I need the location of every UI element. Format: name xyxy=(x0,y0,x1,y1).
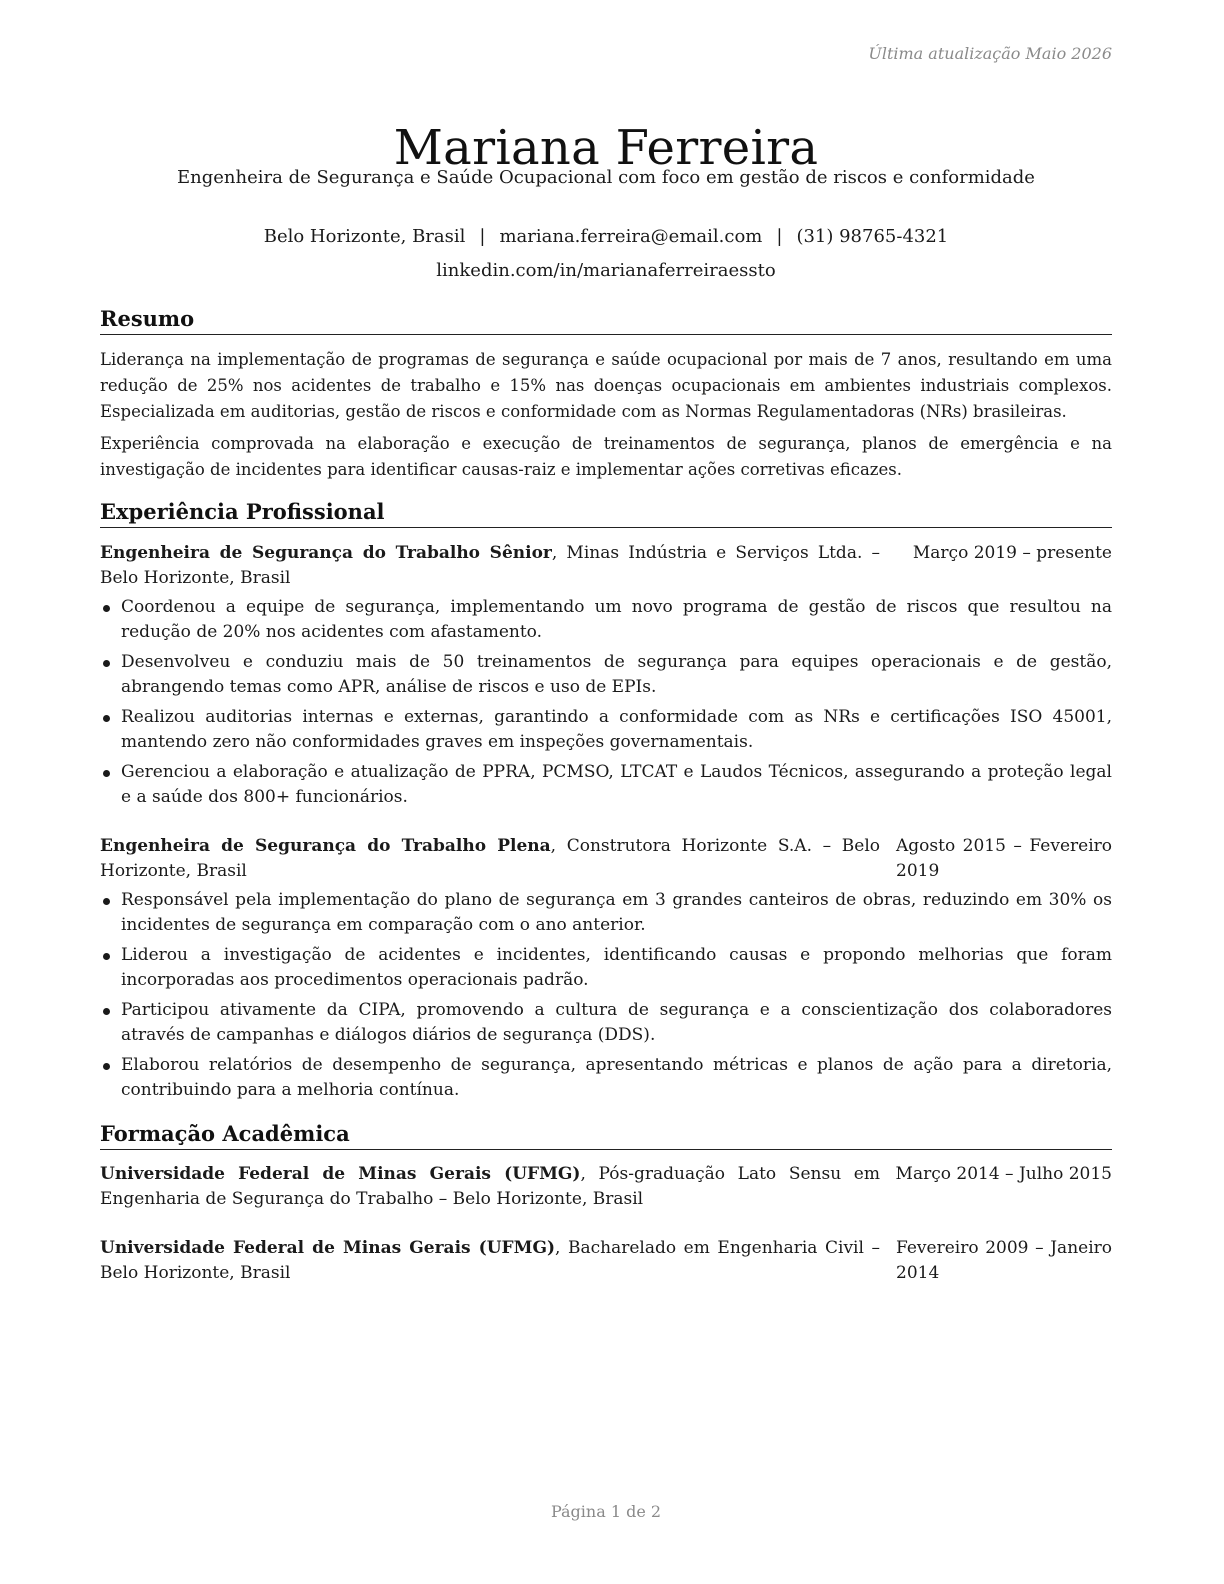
list-item xyxy=(100,1053,1112,1103)
list-item xyxy=(100,943,1112,993)
section-title-education: Formação Acadêmica xyxy=(100,1121,1112,1150)
section-title-experience: Experiência Profissional xyxy=(100,499,1112,528)
summary-paragraph: Experiência comprovada na elaboração e execução de treinamentos de segurança, planos de emergência e na investigação de incidentes para identificar causas-raiz e implementar ações corretivas eficazes. xyxy=(100,434,1112,479)
bullet-icon xyxy=(103,715,110,722)
list-item xyxy=(100,705,1112,755)
education-dates: Fevereiro 2009 – Janeiro 2014 xyxy=(896,1238,1112,1283)
bullet-text: Responsável pela implementação do plano de segurança em 3 grandes canteiros de obras, reduzindo em 30% os incidentes de segurança em comparação com o ano anterior. xyxy=(121,890,1112,935)
job-header xyxy=(100,541,1112,591)
separator: | xyxy=(776,226,783,247)
education-header xyxy=(100,1162,1112,1212)
candidate-name: Mariana Ferreira xyxy=(393,120,819,177)
bullet-text: Participou ativamente da CIPA, promovendo a cultura de segurança e a conscientização dos colaboradores através de campanhas e diálogos diários de segurança (DDS). xyxy=(121,1000,1112,1045)
job-entry xyxy=(100,541,1112,815)
last-updated: Última atualização Maio 2026 xyxy=(868,44,1112,63)
contact-line xyxy=(100,220,1112,254)
job-org: , Construtora Horizonte S.A. – Belo Horizonte, Brasil xyxy=(100,836,880,881)
job-entry xyxy=(100,834,1112,1108)
section-title-summary: Resumo xyxy=(100,306,1112,335)
education-title-line xyxy=(100,1236,880,1286)
job-title-line xyxy=(100,834,880,884)
list-item xyxy=(100,760,1112,810)
job-role: Engenheira de Segurança do Trabalho Sênior xyxy=(100,543,552,563)
list-item xyxy=(100,998,1112,1048)
bullet-icon xyxy=(103,898,110,905)
education-title-line xyxy=(100,1162,880,1212)
bullet-text: Liderou a investigação de acidentes e incidentes, identificando causas e propondo melhorias que foram incorporadas aos procedimentos operacionais padrão. xyxy=(121,945,1112,990)
bullet-text: Gerenciou a elaboração e atualização de PPRA, PCMSO, LTCAT e Laudos Técnicos, assegurando a proteção legal e a saúde dos 800+ funcionários. xyxy=(121,762,1112,807)
job-header xyxy=(100,834,1112,884)
school-name: Universidade Federal de Minas Gerais (UFMG) xyxy=(100,1238,556,1258)
education-dates: Março 2014 – Julho 2015 xyxy=(895,1164,1112,1184)
bullet-icon xyxy=(103,770,110,777)
location: Belo Horizonte, Brasil xyxy=(263,226,466,247)
bullet-icon xyxy=(103,1008,110,1015)
list-item xyxy=(100,888,1112,938)
education-header xyxy=(100,1236,1112,1286)
phone: (31) 98765-4321 xyxy=(796,226,949,247)
bullet-icon xyxy=(103,953,110,960)
job-bullets xyxy=(100,595,1112,810)
education-entry xyxy=(100,1236,1112,1286)
job-bullets xyxy=(100,888,1112,1103)
bullet-text: Desenvolveu e conduziu mais de 50 treinamentos de segurança para equipes operacionais e de gestão, abrangendo temas como APR, análise de riscos e uso de EPIs. xyxy=(121,652,1112,697)
job-dates: Agosto 2015 – Fevereiro 2019 xyxy=(896,836,1112,881)
linkedin-link[interactable]: linkedin.com/in/marianaferreiraessto xyxy=(436,260,776,281)
tagline: Engenheira de Segurança e Saúde Ocupacional com foco em gestão de riscos e conformidade xyxy=(177,167,1035,188)
bullet-text: Realizou auditorias internas e externas, garantindo a conformidade com as NRs e certificações ISO 45001, mantendo zero não conformidades graves em inspeções governamentais. xyxy=(121,707,1112,752)
page-number: Página 1 de 2 xyxy=(550,1502,662,1521)
list-item xyxy=(100,650,1112,700)
job-title-line xyxy=(100,541,880,591)
summary-paragraph: Liderança na implementação de programas de segurança e saúde ocupacional por mais de 7 anos, resultando em uma redução de 25% nos acidentes de trabalho e 15% nas doenças ocupacionais em ambientes industriais complexos. Especializada em auditorias, gestão de riscos e conformidade com as Normas Regulamentadoras (NRs) brasileiras. xyxy=(100,350,1112,421)
job-dates: Março 2019 – presente xyxy=(912,543,1112,563)
job-org: , Minas Indústria e Serviços Ltda. – Belo Horizonte, Brasil xyxy=(100,543,880,588)
resume-page xyxy=(100,0,1112,1584)
degree-detail: , Bacharelado em Engenharia Civil – Belo Horizonte, Brasil xyxy=(100,1238,881,1283)
bullet-text: Coordenou a equipe de segurança, implementando um novo programa de gestão de riscos que resultou na redução de 20% nos acidentes com afastamento. xyxy=(121,597,1112,642)
bullet-text: Elaborou relatórios de desempenho de segurança, apresentando métricas e planos de ação para a diretoria, contribuindo para a melhoria contínua. xyxy=(121,1055,1112,1100)
bullet-icon xyxy=(103,660,110,667)
job-role: Engenheira de Segurança do Trabalho Plena xyxy=(100,836,551,856)
bullet-icon xyxy=(103,605,110,612)
email-link[interactable]: mariana.ferreira@email.com xyxy=(499,226,763,247)
degree-detail: , Pós-graduação Lato Sensu em Engenharia de Segurança do Trabalho – Belo Horizonte, Brasil xyxy=(100,1164,880,1209)
list-item xyxy=(100,595,1112,645)
education-entry xyxy=(100,1162,1112,1212)
separator: | xyxy=(479,226,486,247)
bullet-icon xyxy=(103,1063,110,1070)
school-name: Universidade Federal de Minas Gerais (UFMG) xyxy=(100,1164,581,1184)
contact-info xyxy=(100,220,1112,288)
